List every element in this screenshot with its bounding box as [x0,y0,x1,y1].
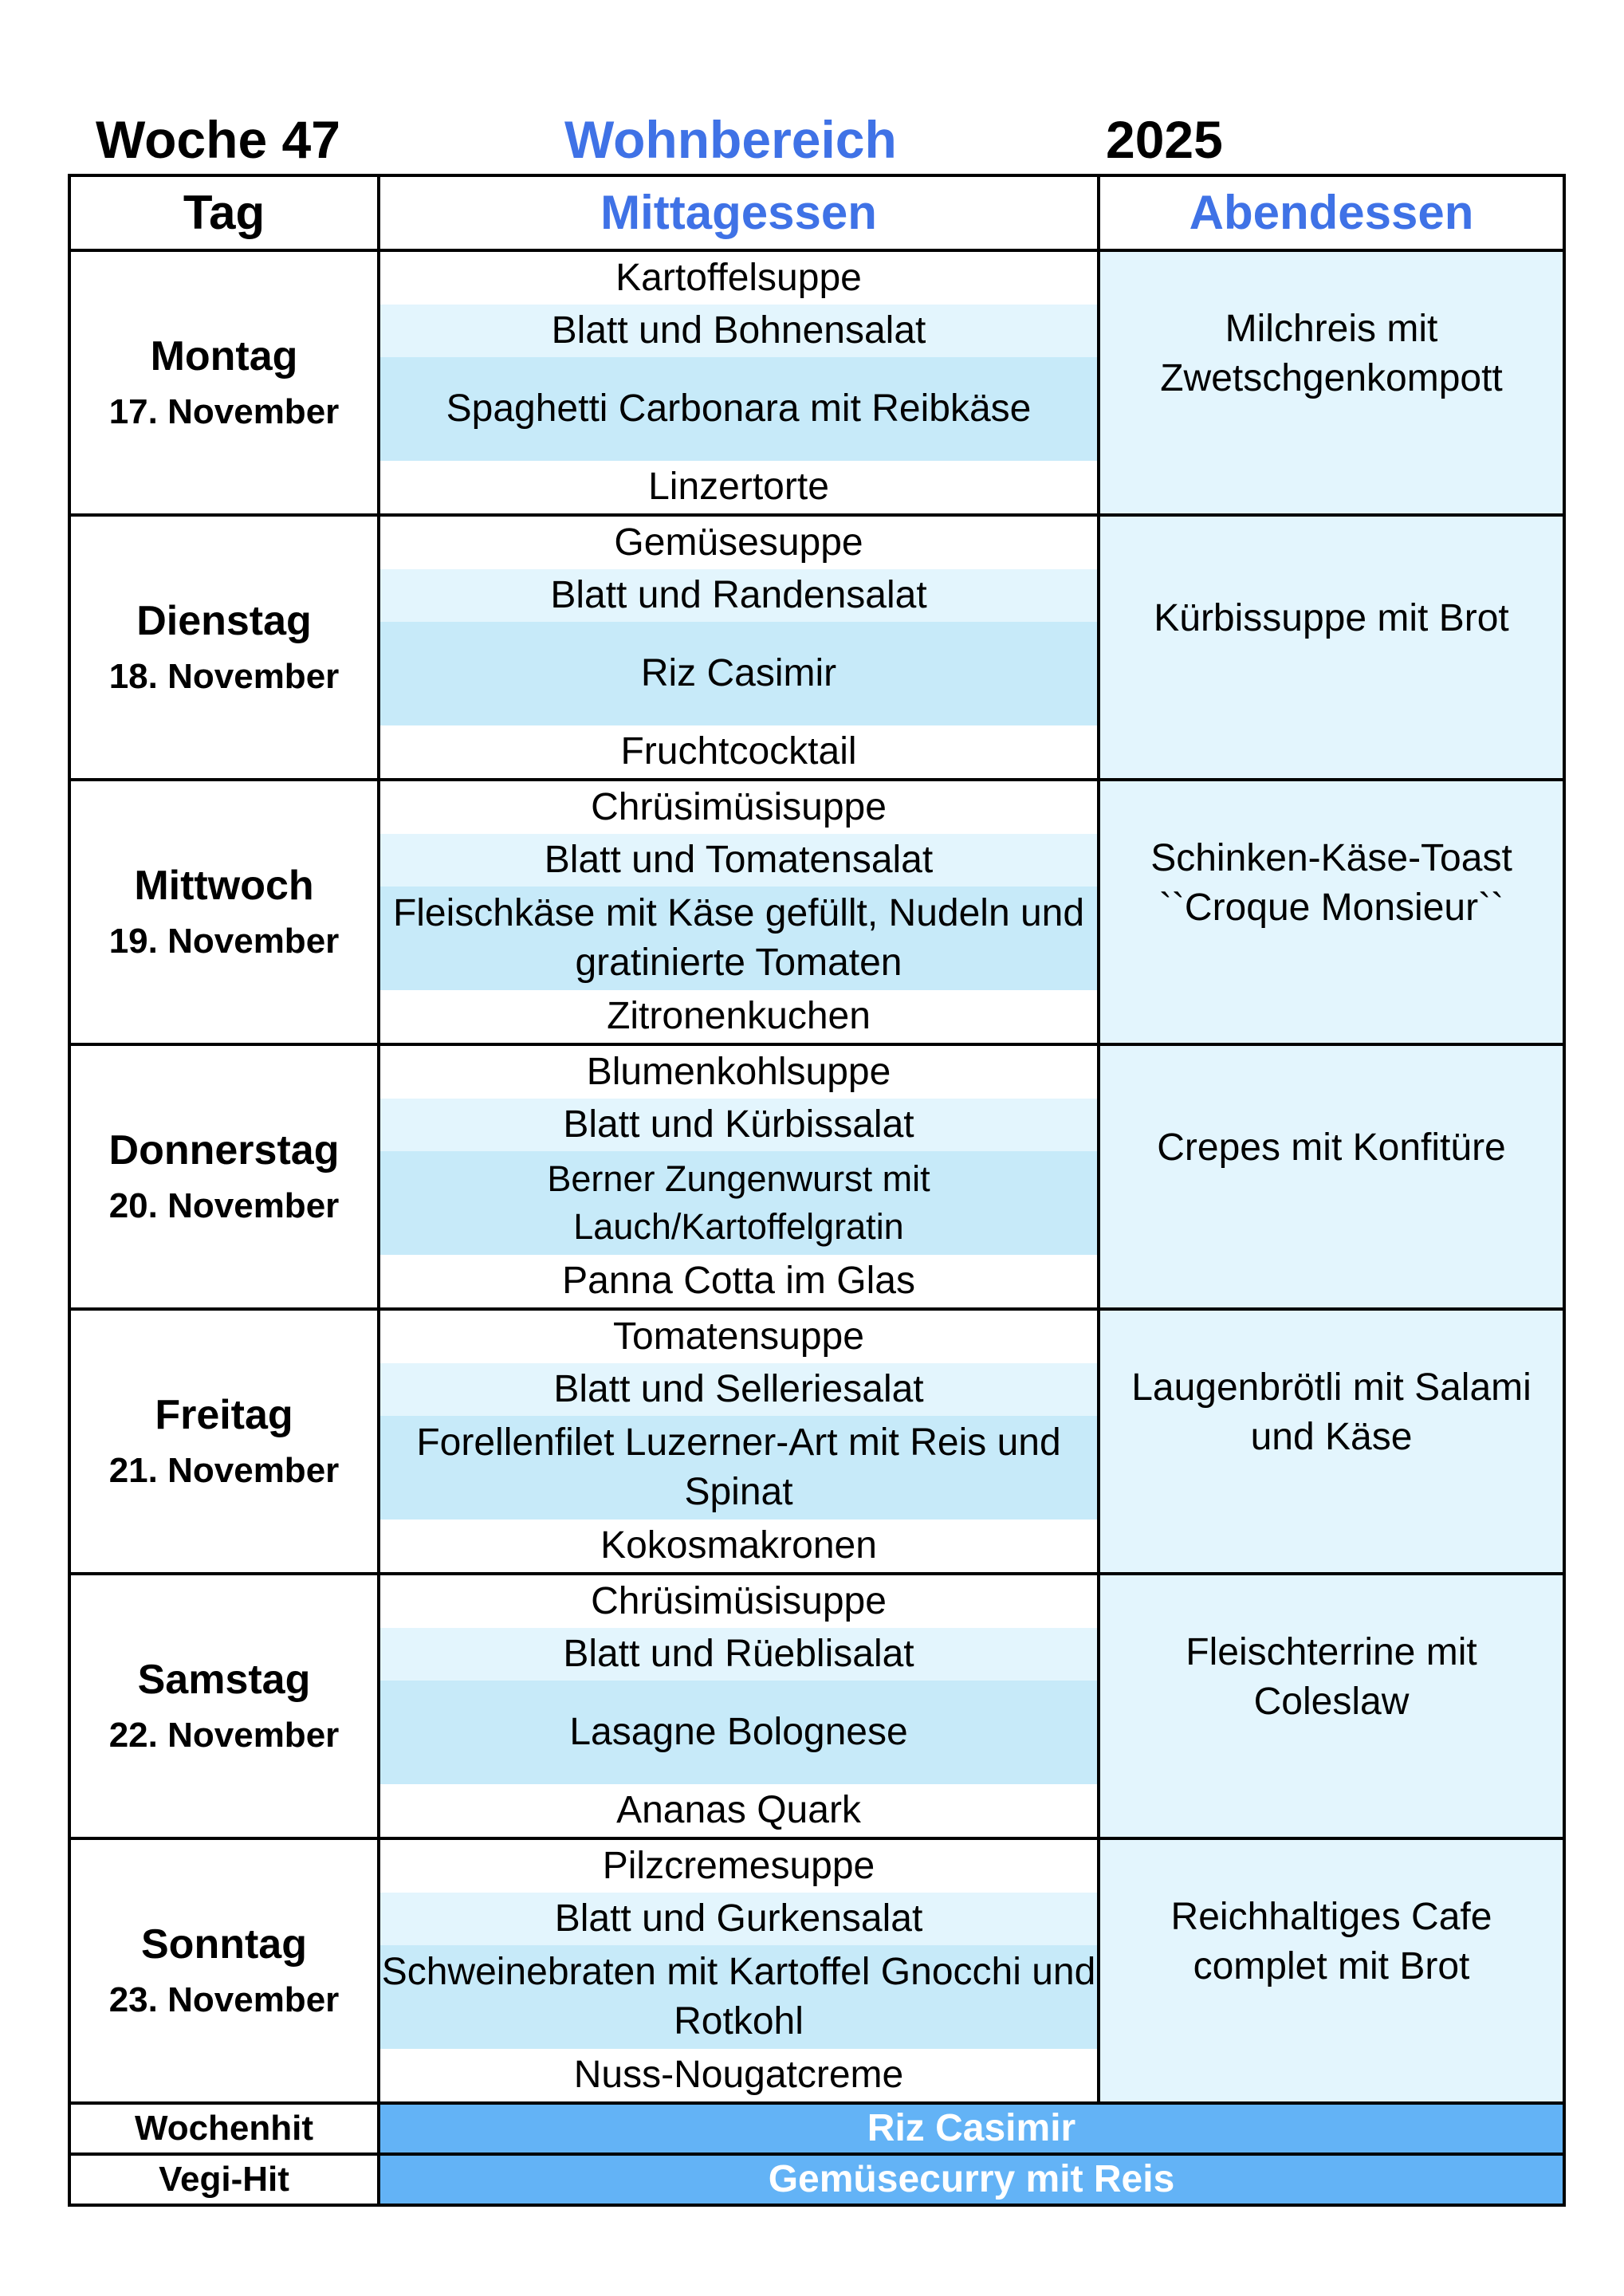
day-row-montag [69,250,1564,515]
lunch-salad: Blatt und Bohnensalat [380,305,1097,357]
lunch-cell [379,1044,1099,1309]
dinner-cell [1099,1574,1564,1838]
day-row-sonntag [69,1838,1564,2103]
lunch-dessert: Kokosmakronen [380,1520,1097,1572]
day-date: 18. November [108,657,340,696]
day-name: Samstag [137,1657,311,1703]
day-name: Donnerstag [108,1127,340,1174]
lunch-dessert: Zitronenkuchen [380,990,1097,1043]
area-label: Wohnbereich [564,110,897,169]
lunch-soup: Chrüsimüsisuppe [380,1575,1097,1628]
lunch-cell [379,1309,1099,1574]
lunch-salad: Blatt und Randensalat [380,569,1097,622]
lunch-dessert: Panna Cotta im Glas [380,1255,1097,1307]
lunch-dessert: Ananas Quark [380,1784,1097,1837]
lunch-soup: Gemüsesuppe [380,517,1097,569]
dinner-dish: Reichhaltiges Cafe complet mit Brot [1170,1896,1492,1987]
dinner-dish: Crepes mit Konfitüre [1157,1126,1506,1169]
vegihit-value: Gemüsecurry mit Reis [379,2154,1564,2205]
lunch-main: Schweinebraten mit Kartoffel Gnocchi und Rotkohl [380,1945,1097,2049]
dinner-cell [1099,780,1564,1044]
table-header-row [69,175,1564,250]
day-name: Dienstag [136,598,312,644]
day-date: 19. November [108,922,340,961]
lunch-main: Riz Casimir [380,622,1097,725]
column-header-lunch: Mittagessen [379,175,1099,250]
lunch-cell [379,780,1099,1044]
lunch-soup: Kartoffelsuppe [380,252,1097,305]
lunch-main: Forellenfilet Luzerner-Art mit Reis und Spinat [380,1416,1097,1520]
lunch-dessert: Fruchtcocktail [380,725,1097,778]
lunch-main: Lasagne Bolognese [380,1681,1097,1784]
lunch-cell [379,515,1099,780]
lunch-cell [379,1838,1099,2103]
day-row-dienstag [69,515,1564,780]
day-row-donnerstag [69,1044,1564,1309]
lunch-dessert: Nuss-Nougatcreme [380,2049,1097,2101]
day-date: 21. November [108,1451,340,1490]
day-cell [69,515,379,780]
lunch-soup: Tomatensuppe [380,1311,1097,1363]
page-header [0,104,1624,175]
dinner-dish: Laugenbrötli mit Salami und Käse [1131,1366,1532,1458]
column-header-day: Tag [69,175,379,250]
day-date: 20. November [108,1186,340,1225]
day-name: Freitag [155,1392,293,1438]
lunch-cell [379,250,1099,515]
dinner-dish: Kürbissuppe mit Brot [1154,597,1509,639]
day-name: Sonntag [141,1921,307,1968]
day-cell [69,250,379,515]
day-cell [69,1838,379,2103]
lunch-soup: Chrüsimüsisuppe [380,781,1097,834]
day-cell [69,1309,379,1574]
lunch-main: Spaghetti Carbonara mit Reibkäse [380,357,1097,461]
lunch-soup: Pilzcremesuppe [380,1840,1097,1893]
day-name: Montag [150,333,298,379]
wochenhit-row [69,2103,1564,2154]
dinner-dish: Schinken-Käse-Toast ``Croque Monsieur`` [1150,837,1512,929]
lunch-salad: Blatt und Tomatensalat [380,834,1097,887]
day-name: Mittwoch [134,863,314,909]
lunch-salad: Blatt und Selleriesalat [380,1363,1097,1416]
vegihit-row [69,2154,1564,2205]
dinner-cell [1099,1044,1564,1309]
lunch-main: Fleischkäse mit Käse gefüllt, Nudeln und gratinierte Tomaten [380,887,1097,990]
dinner-cell [1099,515,1564,780]
day-cell [69,1574,379,1838]
dinner-cell [1099,250,1564,515]
day-cell [69,1044,379,1309]
wochenhit-label: Wochenhit [69,2103,379,2154]
lunch-salad: Blatt und Kürbissalat [380,1099,1097,1151]
day-date: 22. November [108,1716,340,1755]
menu-table [68,174,1566,2207]
lunch-cell [379,1574,1099,1838]
dinner-dish: Milchreis mit Zwetschgenkompott [1160,308,1503,399]
week-label: Woche 47 [96,110,340,169]
day-row-mittwoch [69,780,1564,1044]
dinner-cell [1099,1838,1564,2103]
day-date: 17. November [108,392,340,431]
lunch-salad: Blatt und Rüeblisalat [380,1628,1097,1681]
year-label: 2025 [1106,110,1223,169]
day-cell [69,780,379,1044]
day-row-freitag [69,1309,1564,1574]
lunch-soup: Blumenkohlsuppe [380,1046,1097,1099]
day-date: 23. November [108,1980,340,2019]
lunch-main: Berner Zungenwurst mit Lauch/Kartoffelgratin [380,1151,1097,1255]
dinner-dish: Fleischterrine mit Coleslaw [1186,1631,1477,1723]
column-header-dinner: Abendessen [1099,175,1564,250]
vegihit-label: Vegi-Hit [69,2154,379,2205]
wochenhit-value: Riz Casimir [379,2103,1564,2154]
day-row-samstag [69,1574,1564,1838]
lunch-dessert: Linzertorte [380,461,1097,513]
dinner-cell [1099,1309,1564,1574]
lunch-salad: Blatt und Gurkensalat [380,1893,1097,1945]
